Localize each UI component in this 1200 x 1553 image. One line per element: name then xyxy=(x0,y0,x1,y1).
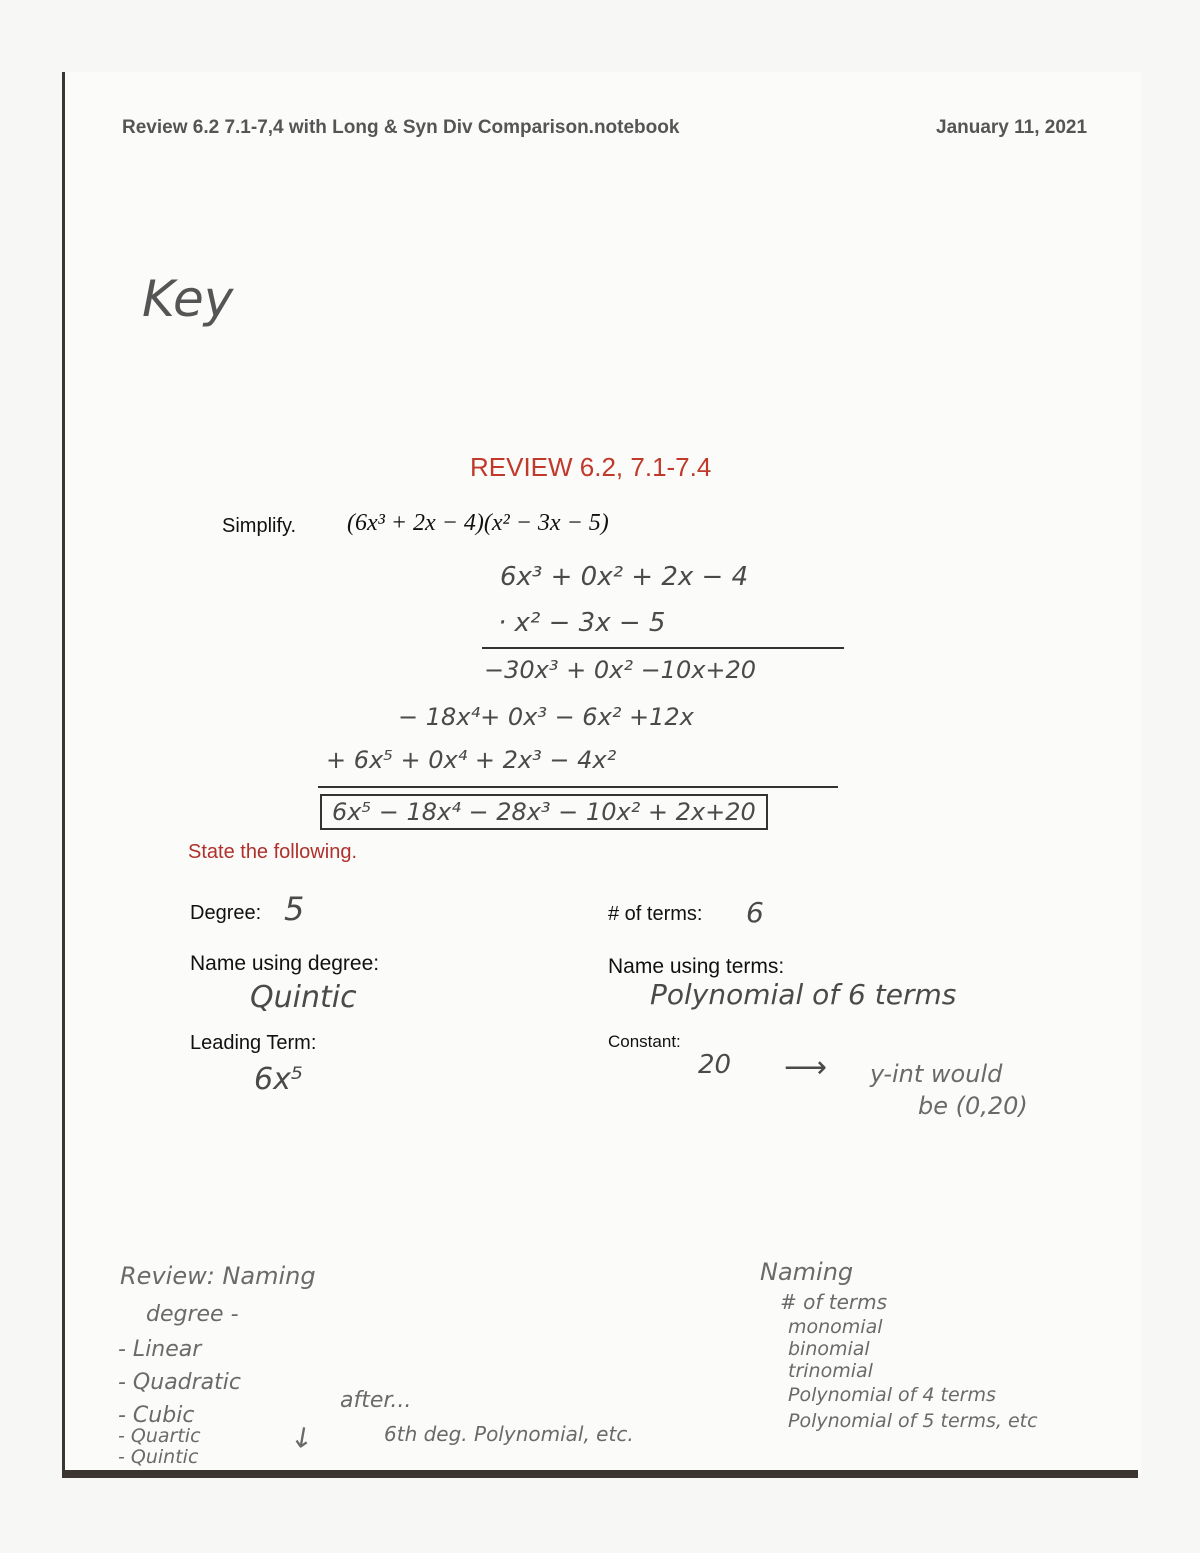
naming-terms-title: Naming xyxy=(760,1258,854,1286)
page-bottom-edge xyxy=(62,1470,1138,1478)
pointer-arrow-icon: ↙ xyxy=(282,1416,321,1457)
leading-term-label: Leading Term: xyxy=(190,1032,317,1054)
leading-term-answer: 6x⁵ xyxy=(254,1062,303,1097)
naming-item: trinomial xyxy=(788,1360,873,1382)
key-note: Key xyxy=(142,270,234,328)
header-date: January 11, 2021 xyxy=(936,117,1088,138)
work-row-5: + 6x⁵ + 0x⁴ + 2x³ − 4x² xyxy=(326,746,617,774)
name-degree-answer: Quintic xyxy=(250,980,357,1015)
naming-item: Polynomial of 5 terms, etc xyxy=(788,1410,1038,1432)
naming-item: binomial xyxy=(788,1338,870,1360)
arrow-icon: ⟶ xyxy=(784,1050,828,1085)
review-item: - Cubic xyxy=(118,1403,195,1428)
simplify-label: Simplify. xyxy=(222,515,297,537)
after-note: after... xyxy=(340,1388,412,1413)
product-result: 6x⁵ − 18x⁴ − 28x³ − 10x² + 2x+20 xyxy=(320,794,768,830)
review-item: - Quadratic xyxy=(118,1370,241,1395)
degree-answer: 5 xyxy=(284,890,305,928)
review-degree-subtitle: degree - xyxy=(146,1302,239,1327)
review-item: - Quintic xyxy=(118,1446,199,1468)
review-item: - Linear xyxy=(118,1337,202,1362)
naming-item: monomial xyxy=(788,1316,883,1338)
name-terms-label: Name using terms: xyxy=(608,955,785,978)
naming-item: Polynomial of 4 terms xyxy=(788,1384,996,1406)
terms-label: # of terms: xyxy=(608,903,703,925)
terms-answer: 6 xyxy=(746,896,764,929)
review-item: - Quartic xyxy=(118,1425,201,1447)
after-note-detail: 6th deg. Polynomial, etc. xyxy=(384,1422,634,1446)
yint-note-line2: be (0,20) xyxy=(918,1092,1028,1120)
constant-answer: 20 xyxy=(698,1050,732,1080)
multiplication-line xyxy=(482,647,844,649)
degree-label: Degree: xyxy=(190,902,262,924)
work-row-2: · x² − 3x − 5 xyxy=(498,608,666,638)
constant-label: Constant: xyxy=(608,1032,681,1051)
notebook-filename: Review 6.2 7.1-7,4 with Long & Syn Div Comparison.notebook xyxy=(122,117,680,138)
work-row-3: −30x³ + 0x² −10x+20 xyxy=(484,656,757,684)
name-terms-answer: Polynomial of 6 terms xyxy=(650,978,957,1011)
work-row-1: 6x³ + 0x² + 2x − 4 xyxy=(500,562,749,592)
page-title: REVIEW 6.2, 7.1-7.4 xyxy=(470,452,712,482)
name-degree-label: Name using degree: xyxy=(190,952,380,975)
simplify-expression: (6x³ + 2x − 4)(x² − 3x − 5) xyxy=(347,510,609,536)
yint-note-line1: y-int would xyxy=(870,1060,1003,1088)
sum-line xyxy=(318,786,838,788)
naming-terms-subtitle: # of terms xyxy=(780,1290,888,1314)
state-following-heading: State the following. xyxy=(188,841,357,863)
review-naming-title: Review: Naming xyxy=(120,1262,316,1290)
work-row-4: − 18x⁴+ 0x³ − 6x² +12x xyxy=(398,703,694,731)
